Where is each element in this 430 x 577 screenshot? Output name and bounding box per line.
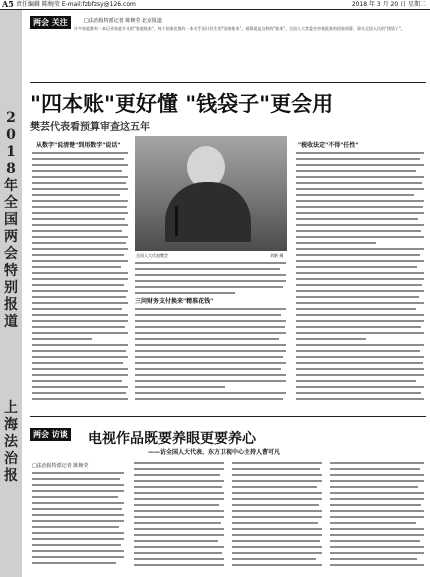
interview-col4 <box>330 462 424 572</box>
interview-subheadline: ——访全国人大代表、东方卫视中心主持人曹可凡 <box>148 449 281 456</box>
interview-col2 <box>134 462 224 572</box>
intro-paragraph: 许多家庭都有一本记录家庭开支的"家庭账本"，每个国家也都有一本关乎国计民生的"国家账本"。预算就是这样的"账本"。全国人大常委会审查批准的国家预算，事关全国人民的"钱袋子"。 <box>74 26 405 31</box>
editor-info: 责任编辑 陈婉莹 E-mail:fzbfzsy@126.com <box>16 1 136 8</box>
col3-body <box>296 152 424 410</box>
section-tag <box>30 16 71 29</box>
delegate-photo <box>135 136 287 251</box>
interview-col1 <box>32 472 124 572</box>
tag-bottom-2: 访谈 <box>51 430 68 439</box>
newspaper-name: 上海法治报 <box>4 400 18 484</box>
page-header <box>0 0 430 10</box>
page-letter: A5 <box>2 0 14 9</box>
interview-headline: 电视作品既要养眼更要养心 <box>88 431 256 447</box>
date-info: 2018 年 3 月 20 日 星期二 <box>351 1 426 8</box>
photo-caption: 全国人大代表樊芸 <box>136 253 168 258</box>
tag-top: 两会 <box>33 18 49 27</box>
special-report-banner <box>0 10 22 577</box>
divider <box>30 82 426 83</box>
col2-body-2 <box>135 308 286 410</box>
tag-top-2: 两会 <box>33 430 49 439</box>
section-divider <box>30 416 426 417</box>
subheadline: 樊芸代表看预算审查这五年 <box>30 122 150 133</box>
col3-title: "税收法定"不得"任性" <box>298 142 359 149</box>
photo-credit: 刘皓 摄 <box>270 253 284 258</box>
byline: □法治报特派记者 陈婉莹 北京报道 <box>84 18 162 24</box>
section-tag-2 <box>30 428 71 441</box>
tag-bottom: 关注 <box>51 18 68 27</box>
col2-title: 三问财务支付换来"精准花钱" <box>135 298 214 305</box>
col1-body <box>32 152 128 410</box>
banner-title: 2018年全国两会特别报道 <box>4 110 18 330</box>
interview-col3 <box>232 462 322 572</box>
col1-title: 从数字"说清楚"到用数字"说话" <box>36 142 121 149</box>
main-headline: "四本账"更好懂 "钱袋子"更会用 <box>30 91 334 116</box>
byline-2: □法治报特派记者 陈婉莹 <box>32 463 89 469</box>
